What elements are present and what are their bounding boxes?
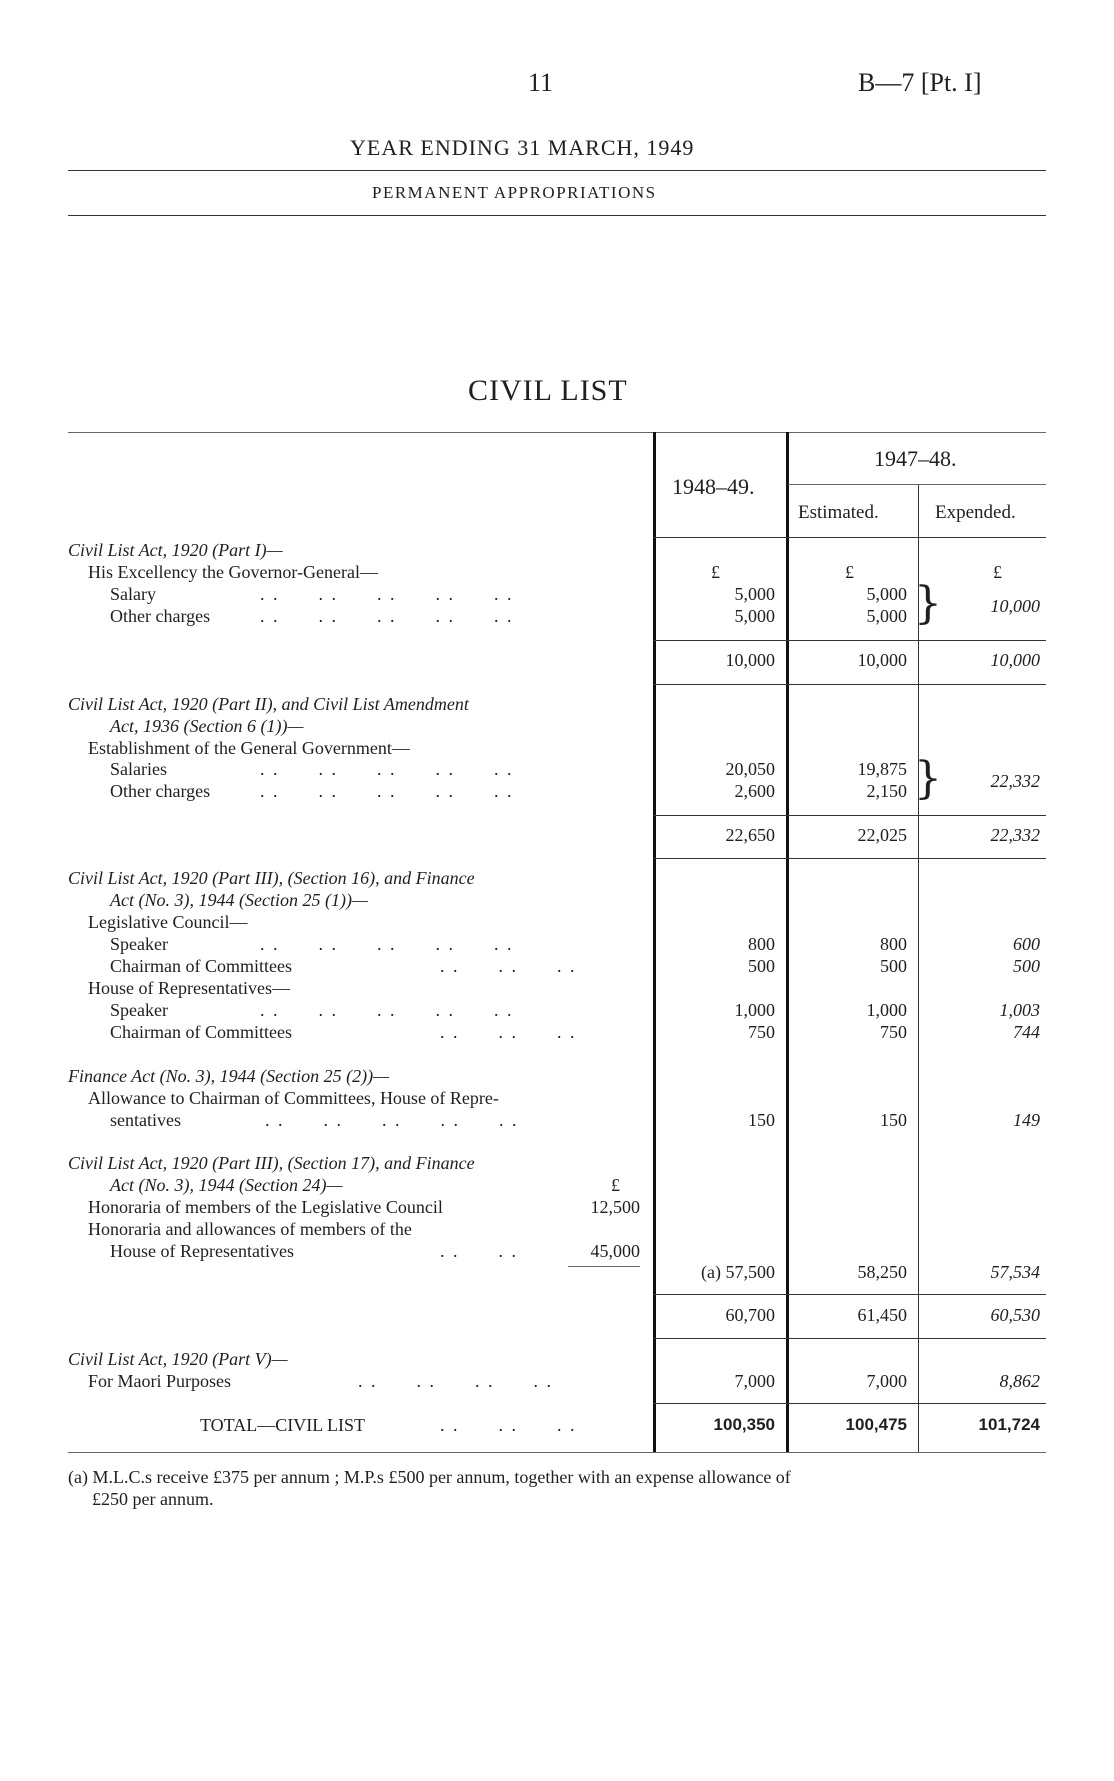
total-1948-49: 60,700: [725, 1305, 775, 1325]
group3-subheading: Legislative Council—: [88, 912, 248, 932]
brace: }: [914, 578, 942, 629]
subtotal-rule: [653, 1338, 1046, 1339]
leader-dots: . . . . . .: [440, 1022, 577, 1042]
row-label: Honoraria and allowances of members of the: [88, 1219, 412, 1239]
leader-dots: . . . . . . . . . .: [260, 1000, 514, 1020]
document-reference: B—7 [Pt. I]: [858, 68, 982, 97]
subtotal-rule: [653, 858, 1046, 859]
row-label: Other charges: [110, 606, 211, 626]
group2-heading: Civil List Act, 1920 (Part II), and Civil List Amendment: [68, 694, 469, 714]
group2-heading-cont: Act, 1936 (Section 6 (1))—: [110, 716, 304, 736]
cell-estimated: 500: [880, 956, 907, 976]
group3-heading: Civil List Act, 1920 (Part III), (Section 16), and Finance: [68, 868, 475, 888]
cell-estimated: 19,875: [857, 759, 907, 779]
group3-heading-cont: Act (No. 3), 1944 (Section 25 (1))—: [110, 890, 368, 910]
cell-1948-49: 7,000: [734, 1371, 775, 1391]
row-label: Speaker: [110, 1000, 168, 1020]
cell-1948-49: 5,000: [734, 606, 775, 626]
group4-heading: Finance Act (No. 3), 1944 (Section 25 (2))—: [68, 1066, 390, 1086]
cell-1948-49: 500: [748, 956, 775, 976]
row-label: Chairman of Committees: [110, 956, 292, 976]
row-label: Salaries: [110, 759, 167, 779]
grand-total-estimated: 100,475: [845, 1415, 907, 1434]
row-label: Salary: [110, 584, 156, 604]
footnote-line-1: (a) M.L.C.s receive £375 per annum ; M.P.s £500 per annum, together with an expense allowance of: [68, 1467, 791, 1487]
total-expended: 22,332: [990, 825, 1040, 845]
inner-amount: 45,000: [590, 1241, 640, 1261]
row-label: Honoraria of members of the Legislative Council: [88, 1197, 443, 1217]
cell-estimated: 5,000: [866, 606, 907, 626]
section-title: CIVIL LIST: [468, 374, 628, 407]
column-header-1948-49: 1948–49.: [672, 474, 755, 499]
currency-symbol: £: [845, 562, 854, 582]
cell-1948-49: 1,000: [734, 1000, 775, 1020]
group4-text: Allowance to Chairman of Committees, House of Repre-: [88, 1088, 499, 1108]
cell-1948-49: 750: [748, 1022, 775, 1042]
cell-expended: 1,003: [999, 1000, 1040, 1020]
leader-dots: . . . . . .: [440, 956, 577, 976]
column-header-expended: Expended.: [935, 502, 1016, 523]
column-header-1947-48: 1947–48.: [874, 446, 957, 471]
leader-dots: . . . . . . . . . .: [260, 606, 514, 626]
subtotal-rule: [653, 815, 1046, 816]
cell-expended: 8,862: [999, 1371, 1040, 1391]
inner-currency-symbol: £: [611, 1175, 620, 1195]
leader-dots: . . . . . . . . . .: [260, 584, 514, 604]
currency-symbol: £: [711, 562, 720, 582]
cell-estimated: 7,000: [866, 1371, 907, 1391]
cell-estimated: 800: [880, 934, 907, 954]
cell-1948-49: (a) 57,500: [701, 1262, 775, 1282]
total-expended: 10,000: [990, 650, 1040, 670]
cell-1948-49: 20,050: [725, 759, 775, 779]
page-title: YEAR ENDING 31 MARCH, 1949: [350, 135, 695, 160]
grand-total-expended: 101,724: [978, 1415, 1040, 1434]
row-label: House of Representatives: [110, 1241, 294, 1261]
cell-estimated: 5,000: [866, 584, 907, 604]
group6-heading: Civil List Act, 1920 (Part V)—: [68, 1349, 288, 1369]
leader-dots: . . . . . . . . . .: [265, 1110, 519, 1130]
total-estimated: 61,450: [857, 1305, 907, 1325]
cell-estimated: 1,000: [866, 1000, 907, 1020]
grand-total-label: TOTAL—CIVIL LIST: [200, 1415, 366, 1435]
group4-text-cont: sentatives: [110, 1110, 181, 1130]
subtotal-rule: [653, 640, 1046, 641]
leader-dots: . . . . . . . .: [358, 1371, 553, 1391]
subtitle-rule: [68, 215, 1046, 216]
group2-subheading: Establishment of the General Government—: [88, 738, 410, 758]
leader-dots: . . . .: [440, 1241, 518, 1261]
cell-estimated: 58,250: [857, 1262, 907, 1282]
total-estimated: 10,000: [857, 650, 907, 670]
cell-expended: 500: [1013, 956, 1040, 976]
group5-heading-cont: Act (No. 3), 1944 (Section 24)—: [110, 1175, 343, 1195]
page-number: 11: [528, 68, 554, 97]
total-estimated: 22,025: [857, 825, 907, 845]
column-header-estimated: Estimated.: [798, 502, 879, 523]
table-bottom-rule: [68, 1452, 1046, 1453]
cell-estimated: 2,150: [866, 781, 907, 801]
cell-expended: 22,332: [990, 771, 1040, 791]
brace: }: [914, 753, 942, 804]
page-subtitle: PERMANENT APPROPRIATIONS: [372, 183, 657, 202]
cell-expended: 10,000: [990, 596, 1040, 616]
leader-dots: . . . . . . . . . .: [260, 934, 514, 954]
row-label: Speaker: [110, 934, 168, 954]
year-split-rule: [788, 484, 1046, 485]
group1-heading: Civil List Act, 1920 (Part I)—: [68, 540, 283, 560]
currency-symbol: £: [993, 562, 1002, 582]
leader-dots: . . . . . . . . . .: [260, 759, 514, 779]
cell-expended: 149: [1013, 1110, 1040, 1130]
inner-amount: 12,500: [590, 1197, 640, 1217]
subtotal-rule: [653, 684, 1046, 685]
cell-estimated: 150: [880, 1110, 907, 1130]
column-header-rule: [653, 537, 1046, 538]
grand-total-1948-49: 100,350: [713, 1415, 775, 1434]
table-top-rule: [68, 432, 1046, 433]
footnote-line-2: £250 per annum.: [92, 1489, 214, 1509]
row-label: Other charges: [110, 781, 211, 801]
leader-dots: . . . . . . . . . .: [260, 781, 514, 801]
cell-expended: 57,534: [990, 1262, 1040, 1282]
table-vrule-1: [653, 432, 656, 1452]
cell-estimated: 750: [880, 1022, 907, 1042]
total-1948-49: 10,000: [725, 650, 775, 670]
cell-expended: 744: [1013, 1022, 1040, 1042]
table-vrule-3: [918, 484, 919, 1452]
header-rule: [68, 170, 1046, 171]
leader-dots: . . . . . .: [440, 1415, 577, 1435]
group5-heading: Civil List Act, 1920 (Part III), (Section 17), and Finance: [68, 1153, 475, 1173]
cell-1948-49: 5,000: [734, 584, 775, 604]
cell-1948-49: 800: [748, 934, 775, 954]
row-label: For Maori Purposes: [88, 1371, 231, 1391]
cell-1948-49: 150: [748, 1110, 775, 1130]
row-label: Chairman of Committees: [110, 1022, 292, 1042]
cell-1948-49: 2,600: [734, 781, 775, 801]
group3-subheading-2: House of Representatives—: [88, 978, 290, 998]
grand-total-rule: [653, 1403, 1046, 1404]
inner-sum-rule: [568, 1266, 640, 1267]
subtotal-rule: [653, 1294, 1046, 1295]
group1-subheading: His Excellency the Governor-General—: [88, 562, 379, 582]
total-1948-49: 22,650: [725, 825, 775, 845]
table-vrule-2: [786, 432, 789, 1452]
cell-expended: 600: [1013, 934, 1040, 954]
total-expended: 60,530: [990, 1305, 1040, 1325]
